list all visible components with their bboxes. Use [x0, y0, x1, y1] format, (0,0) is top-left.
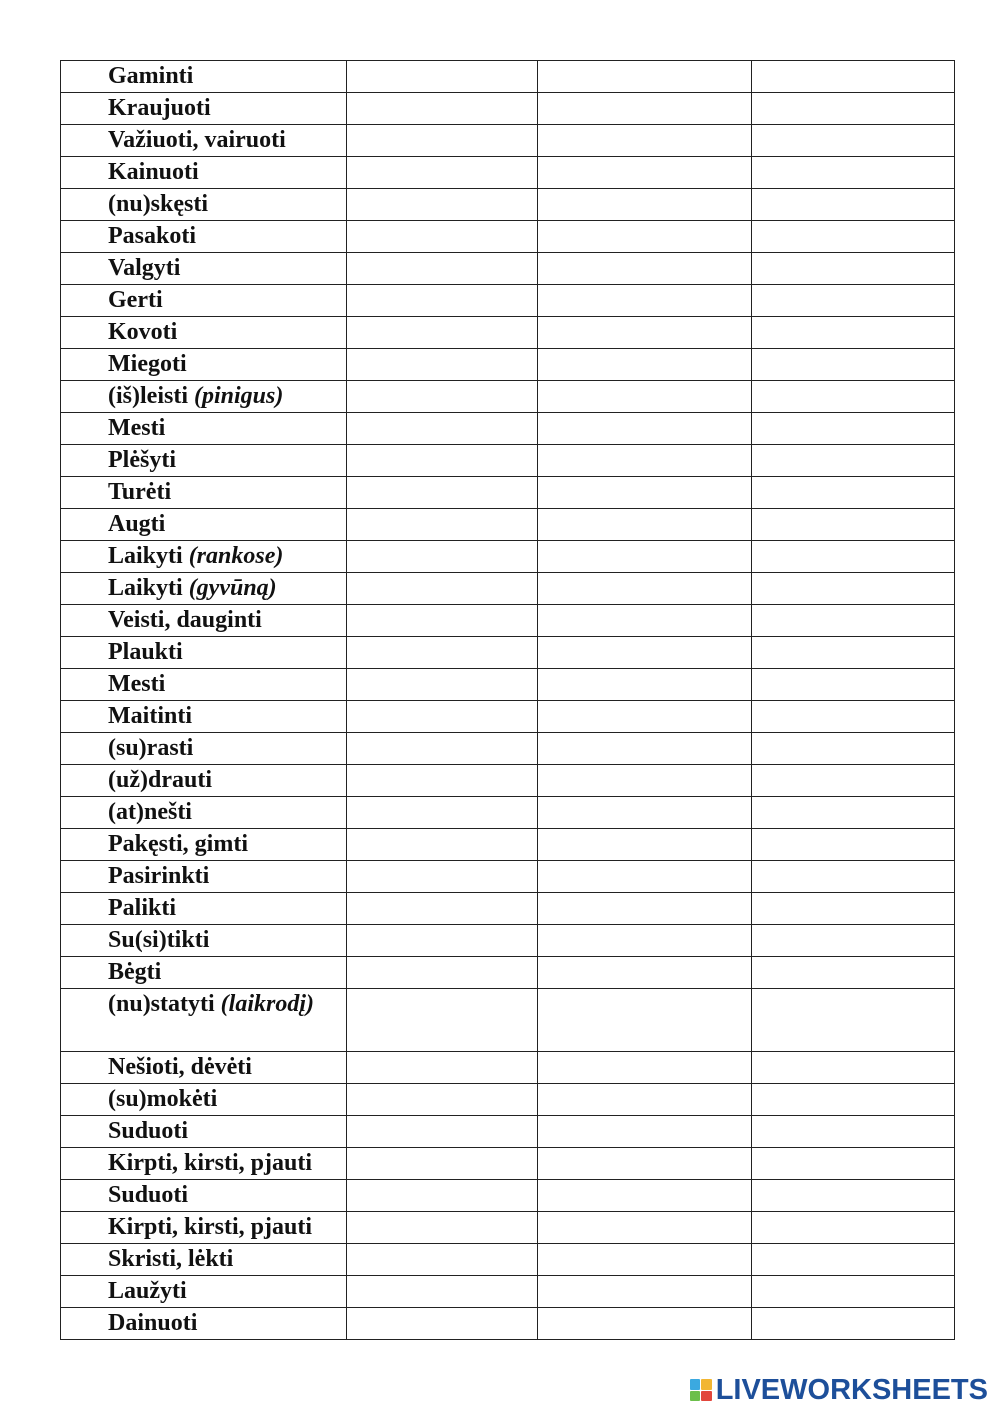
- table-row: [61, 989, 955, 1052]
- verb-label: (iš)leisti: [108, 383, 188, 409]
- answer-cell-2[interactable]: [538, 829, 752, 861]
- table-row: [61, 1244, 955, 1276]
- liveworksheets-brand: [690, 1374, 988, 1406]
- verb-text: [61, 477, 346, 507]
- answer-cell-1[interactable]: [347, 861, 538, 893]
- table-row: [61, 285, 955, 317]
- answer-cell-3[interactable]: [752, 125, 955, 157]
- answer-cell-3[interactable]: [752, 1276, 955, 1308]
- answer-cell-2[interactable]: [538, 637, 752, 669]
- answer-cell-3[interactable]: [752, 221, 955, 253]
- table-row: [61, 1180, 955, 1212]
- verb-label: Su(si)tikti: [108, 927, 210, 953]
- table-row: [61, 1116, 955, 1148]
- verb-text: [61, 61, 346, 91]
- answer-cell-2[interactable]: [538, 701, 752, 733]
- answer-cell-1[interactable]: [347, 509, 538, 541]
- verb-text: [61, 733, 346, 763]
- verb-label: Laužyti: [108, 1278, 187, 1304]
- verb-cell: [61, 925, 347, 957]
- table-row: [61, 701, 955, 733]
- verb-cell: [61, 765, 347, 797]
- verb-cell: [61, 1244, 347, 1276]
- answer-cell-3[interactable]: [752, 1148, 955, 1180]
- table-row: [61, 445, 955, 477]
- answer-cell-1[interactable]: [347, 1180, 538, 1212]
- answer-cell-1[interactable]: [347, 1212, 538, 1244]
- table-row: [61, 669, 955, 701]
- table-row: [61, 93, 955, 125]
- verb-cell: [61, 285, 347, 317]
- answer-cell-3[interactable]: [752, 1180, 955, 1212]
- answer-cell-2[interactable]: [538, 157, 752, 189]
- answer-cell-2[interactable]: [538, 413, 752, 445]
- answer-cell-2[interactable]: [538, 925, 752, 957]
- verb-label: Miegoti: [108, 351, 187, 377]
- verb-label: Nešioti, dėvėti: [108, 1054, 252, 1080]
- answer-cell-2[interactable]: [538, 1116, 752, 1148]
- verb-label: Augti: [108, 511, 166, 537]
- verb-cell: [61, 61, 347, 93]
- table-row: [61, 733, 955, 765]
- verb-label: Kovoti: [108, 319, 178, 345]
- answer-cell-3[interactable]: [752, 285, 955, 317]
- verb-label: Mesti: [108, 415, 166, 441]
- logo-square: [690, 1391, 701, 1402]
- table-row: [61, 61, 955, 93]
- verb-cell: [61, 797, 347, 829]
- answer-cell-2[interactable]: [538, 1308, 752, 1340]
- answer-cell-2[interactable]: [538, 381, 752, 413]
- verb-label: Bėgti: [108, 959, 162, 985]
- answer-cell-2[interactable]: [538, 1276, 752, 1308]
- answer-cell-3[interactable]: [752, 637, 955, 669]
- verb-note: (rankose): [188, 543, 284, 569]
- verb-label: (nu)skęsti: [108, 191, 209, 217]
- table-row: [61, 125, 955, 157]
- verb-label: Suduoti: [108, 1118, 189, 1144]
- answer-cell-1[interactable]: [347, 893, 538, 925]
- verb-label: Pakęsti, gimti: [108, 831, 248, 857]
- verb-text: [61, 829, 346, 859]
- answer-cell-2[interactable]: [538, 861, 752, 893]
- answer-cell-1[interactable]: [347, 669, 538, 701]
- verb-text: [61, 797, 346, 827]
- table-row: [61, 349, 955, 381]
- table-row: [61, 605, 955, 637]
- verb-label: Palikti: [108, 895, 177, 921]
- verb-table-body: [61, 61, 955, 1340]
- table-row: [61, 381, 955, 413]
- answer-cell-3[interactable]: [752, 317, 955, 349]
- answer-cell-1[interactable]: [347, 1276, 538, 1308]
- answer-cell-3[interactable]: [752, 253, 955, 285]
- verb-text: [61, 509, 346, 539]
- table-row: [61, 1212, 955, 1244]
- table-row: [61, 509, 955, 541]
- verb-text: [61, 253, 346, 283]
- answer-cell-2[interactable]: [538, 605, 752, 637]
- verb-text: [61, 1308, 346, 1338]
- answer-cell-2[interactable]: [538, 797, 752, 829]
- verb-text: [61, 1276, 346, 1306]
- answer-cell-3[interactable]: [752, 1308, 955, 1340]
- verb-cell: [61, 445, 347, 477]
- verb-text: [61, 189, 346, 219]
- verb-note: (pinigus): [193, 383, 284, 409]
- verb-cell: [61, 733, 347, 765]
- table-row: [61, 861, 955, 893]
- verb-text: [61, 893, 346, 923]
- verb-label: Laikyti: [108, 543, 183, 569]
- verb-cell: [61, 1052, 347, 1084]
- verb-cell: [61, 669, 347, 701]
- verb-cell: [61, 93, 347, 125]
- verb-cell: [61, 413, 347, 445]
- answer-cell-3[interactable]: [752, 957, 955, 989]
- answer-cell-1[interactable]: [347, 349, 538, 381]
- answer-cell-1[interactable]: [347, 1052, 538, 1084]
- answer-cell-3[interactable]: [752, 573, 955, 605]
- answer-cell-3[interactable]: [752, 765, 955, 797]
- answer-cell-2[interactable]: [538, 477, 752, 509]
- verb-label: Mesti: [108, 671, 166, 697]
- answer-cell-3[interactable]: [752, 605, 955, 637]
- table-row: [61, 541, 955, 573]
- answer-cell-1[interactable]: [347, 701, 538, 733]
- table-row: [61, 413, 955, 445]
- verb-label: Veisti, dauginti: [108, 607, 262, 633]
- verb-text: [61, 861, 346, 891]
- answer-cell-2[interactable]: [538, 541, 752, 573]
- verb-text: [61, 1212, 346, 1242]
- verb-label: (su)rasti: [108, 735, 194, 761]
- verb-label: Suduoti: [108, 1182, 189, 1208]
- verb-text: [61, 157, 346, 187]
- verb-label: Laikyti: [108, 575, 183, 601]
- verb-text: [61, 1084, 346, 1114]
- logo-square: [690, 1379, 701, 1390]
- verb-label: Pasirinkti: [108, 863, 210, 889]
- table-row: [61, 1084, 955, 1116]
- verb-label: (at)nešti: [108, 799, 192, 825]
- verb-label: Kirpti, kirsti, pjauti: [108, 1214, 313, 1240]
- answer-cell-3[interactable]: [752, 925, 955, 957]
- verb-cell: [61, 477, 347, 509]
- answer-cell-2[interactable]: [538, 349, 752, 381]
- verb-text: [61, 1116, 346, 1146]
- answer-cell-2[interactable]: [538, 285, 752, 317]
- verb-label: Turėti: [108, 479, 172, 505]
- answer-cell-2[interactable]: [538, 893, 752, 925]
- verb-text: [61, 1052, 346, 1082]
- verb-cell: [61, 957, 347, 989]
- verb-cell: [61, 1308, 347, 1340]
- answer-cell-3[interactable]: [752, 381, 955, 413]
- answer-cell-1[interactable]: [347, 477, 538, 509]
- liveworksheets-logo-icon: [690, 1379, 712, 1401]
- verb-text: [61, 925, 346, 955]
- verb-cell: [61, 349, 347, 381]
- answer-cell-3[interactable]: [752, 93, 955, 125]
- table-row: [61, 925, 955, 957]
- answer-cell-3[interactable]: [752, 349, 955, 381]
- answer-cell-1[interactable]: [347, 317, 538, 349]
- answer-cell-3[interactable]: [752, 989, 955, 1052]
- answer-cell-1[interactable]: [347, 1084, 538, 1116]
- table-row: [61, 189, 955, 221]
- answer-cell-2[interactable]: [538, 733, 752, 765]
- verb-cell: [61, 125, 347, 157]
- verb-cell: [61, 253, 347, 285]
- answer-cell-1[interactable]: [347, 765, 538, 797]
- answer-cell-1[interactable]: [347, 957, 538, 989]
- verb-cell: [61, 861, 347, 893]
- verb-cell: [61, 1212, 347, 1244]
- brand-name: LIVEWORKSHEETS: [715, 1373, 988, 1406]
- answer-cell-2[interactable]: [538, 989, 752, 1052]
- verb-cell: [61, 1084, 347, 1116]
- answer-cell-2[interactable]: [538, 61, 752, 93]
- verb-text: [61, 1180, 346, 1210]
- answer-cell-3[interactable]: [752, 477, 955, 509]
- answer-cell-3[interactable]: [752, 541, 955, 573]
- answer-cell-1[interactable]: [347, 93, 538, 125]
- answer-cell-2[interactable]: [538, 1084, 752, 1116]
- answer-cell-3[interactable]: [752, 1116, 955, 1148]
- answer-cell-3[interactable]: [752, 189, 955, 221]
- verb-text: [61, 1244, 346, 1274]
- answer-cell-1[interactable]: [347, 797, 538, 829]
- answer-cell-3[interactable]: [752, 509, 955, 541]
- verb-label: Gerti: [108, 287, 163, 313]
- verb-cell: [61, 1276, 347, 1308]
- answer-cell-2[interactable]: [538, 445, 752, 477]
- table-row: [61, 1052, 955, 1084]
- answer-cell-1[interactable]: [347, 381, 538, 413]
- table-row: [61, 253, 955, 285]
- answer-cell-2[interactable]: [538, 957, 752, 989]
- answer-cell-1[interactable]: [347, 221, 538, 253]
- answer-cell-1[interactable]: [347, 157, 538, 189]
- answer-cell-1[interactable]: [347, 637, 538, 669]
- table-row: [61, 1276, 955, 1308]
- verb-label: Skristi, lėkti: [108, 1246, 234, 1272]
- answer-cell-1[interactable]: [347, 1244, 538, 1276]
- answer-cell-3[interactable]: [752, 701, 955, 733]
- verb-text: [61, 765, 346, 795]
- verb-text: [61, 669, 346, 699]
- answer-cell-3[interactable]: [752, 797, 955, 829]
- answer-cell-1[interactable]: [347, 445, 538, 477]
- answer-cell-1[interactable]: [347, 61, 538, 93]
- verb-text: [61, 125, 346, 155]
- table-row: [61, 1308, 955, 1340]
- answer-cell-1[interactable]: [347, 829, 538, 861]
- verb-label: Pasakoti: [108, 223, 197, 249]
- verb-label: Plaukti: [108, 639, 183, 665]
- table-row: [61, 797, 955, 829]
- table-row: [61, 573, 955, 605]
- verb-cell: [61, 509, 347, 541]
- answer-cell-3[interactable]: [752, 1052, 955, 1084]
- answer-cell-1[interactable]: [347, 285, 538, 317]
- table-row: [61, 317, 955, 349]
- verb-label: (už)drauti: [108, 767, 212, 793]
- answer-cell-3[interactable]: [752, 61, 955, 93]
- table-row: [61, 157, 955, 189]
- verb-text: [61, 381, 346, 411]
- verb-text: [61, 285, 346, 315]
- answer-cell-2[interactable]: [538, 509, 752, 541]
- verb-label: Maitinti: [108, 703, 192, 729]
- verb-label: Kirpti, kirsti, pjauti: [108, 1150, 313, 1176]
- verb-cell: [61, 317, 347, 349]
- verb-label: Važiuoti, vairuoti: [108, 127, 286, 153]
- verb-text: [61, 349, 346, 379]
- answer-cell-2[interactable]: [538, 669, 752, 701]
- verb-cell: [61, 1148, 347, 1180]
- answer-cell-1[interactable]: [347, 413, 538, 445]
- verb-label: Gaminti: [108, 63, 194, 89]
- table-row: [61, 637, 955, 669]
- table-row: [61, 1148, 955, 1180]
- answer-cell-1[interactable]: [347, 253, 538, 285]
- verb-text: [61, 605, 346, 635]
- verb-label: Kraujuoti: [108, 95, 211, 121]
- answer-cell-2[interactable]: [538, 1148, 752, 1180]
- table-row: [61, 221, 955, 253]
- logo-square: [701, 1391, 712, 1402]
- table-row: [61, 893, 955, 925]
- verb-cell: [61, 989, 347, 1052]
- answer-cell-3[interactable]: [752, 829, 955, 861]
- verb-cell: [61, 541, 347, 573]
- verb-text: [61, 93, 346, 123]
- answer-cell-1[interactable]: [347, 1148, 538, 1180]
- answer-cell-2[interactable]: [538, 317, 752, 349]
- answer-cell-1[interactable]: [347, 1116, 538, 1148]
- answer-cell-3[interactable]: [752, 445, 955, 477]
- table-row: [61, 957, 955, 989]
- answer-cell-2[interactable]: [538, 573, 752, 605]
- answer-cell-3[interactable]: [752, 861, 955, 893]
- verb-cell: [61, 573, 347, 605]
- verb-text: [61, 541, 346, 571]
- verb-label: Dainuoti: [108, 1310, 198, 1336]
- verb-text: [61, 317, 346, 347]
- answer-cell-3[interactable]: [752, 1244, 955, 1276]
- verb-label: Kainuoti: [108, 159, 199, 185]
- answer-cell-1[interactable]: [347, 573, 538, 605]
- answer-cell-2[interactable]: [538, 189, 752, 221]
- answer-cell-2[interactable]: [538, 93, 752, 125]
- verb-cell: [61, 189, 347, 221]
- table-row: [61, 477, 955, 509]
- verb-table: [60, 60, 955, 1340]
- verb-text: [61, 445, 346, 475]
- answer-cell-1[interactable]: [347, 541, 538, 573]
- table-row: [61, 829, 955, 861]
- verb-label: Valgyti: [108, 255, 181, 281]
- verb-cell: [61, 637, 347, 669]
- verb-cell: [61, 1116, 347, 1148]
- verb-note: (gyvūną): [188, 575, 277, 601]
- answer-cell-3[interactable]: [752, 733, 955, 765]
- logo-square: [701, 1379, 712, 1390]
- answer-cell-2[interactable]: [538, 1052, 752, 1084]
- verb-note: (laikrodį): [220, 991, 314, 1017]
- verb-text: [61, 413, 346, 443]
- verb-text: [61, 957, 346, 987]
- verb-text: [61, 1148, 346, 1178]
- verb-cell: [61, 1180, 347, 1212]
- answer-cell-2[interactable]: [538, 125, 752, 157]
- answer-cell-2[interactable]: [538, 221, 752, 253]
- verb-cell: [61, 381, 347, 413]
- answer-cell-1[interactable]: [347, 733, 538, 765]
- answer-cell-1[interactable]: [347, 925, 538, 957]
- verb-cell: [61, 157, 347, 189]
- verb-cell: [61, 221, 347, 253]
- answer-cell-1[interactable]: [347, 1308, 538, 1340]
- answer-cell-1[interactable]: [347, 989, 538, 1052]
- answer-cell-3[interactable]: [752, 1212, 955, 1244]
- verb-cell: [61, 605, 347, 637]
- verb-text: [61, 701, 346, 731]
- verb-text: [61, 573, 346, 603]
- verb-cell: [61, 829, 347, 861]
- answer-cell-2[interactable]: [538, 1244, 752, 1276]
- answer-cell-3[interactable]: [752, 893, 955, 925]
- verb-text: [61, 221, 346, 251]
- answer-cell-2[interactable]: [538, 1212, 752, 1244]
- answer-cell-1[interactable]: [347, 125, 538, 157]
- answer-cell-3[interactable]: [752, 157, 955, 189]
- answer-cell-2[interactable]: [538, 1180, 752, 1212]
- answer-cell-2[interactable]: [538, 765, 752, 797]
- answer-cell-3[interactable]: [752, 669, 955, 701]
- verb-label: Plėšyti: [108, 447, 176, 473]
- verb-text: [61, 637, 346, 667]
- verb-label: (nu)statyti: [108, 991, 215, 1017]
- answer-cell-1[interactable]: [347, 605, 538, 637]
- table-row: [61, 765, 955, 797]
- answer-cell-3[interactable]: [752, 1084, 955, 1116]
- verb-cell: [61, 701, 347, 733]
- verb-label: (su)mokėti: [108, 1086, 218, 1112]
- verb-text: [61, 989, 346, 1019]
- answer-cell-1[interactable]: [347, 189, 538, 221]
- answer-cell-3[interactable]: [752, 413, 955, 445]
- answer-cell-2[interactable]: [538, 253, 752, 285]
- verb-cell: [61, 893, 347, 925]
